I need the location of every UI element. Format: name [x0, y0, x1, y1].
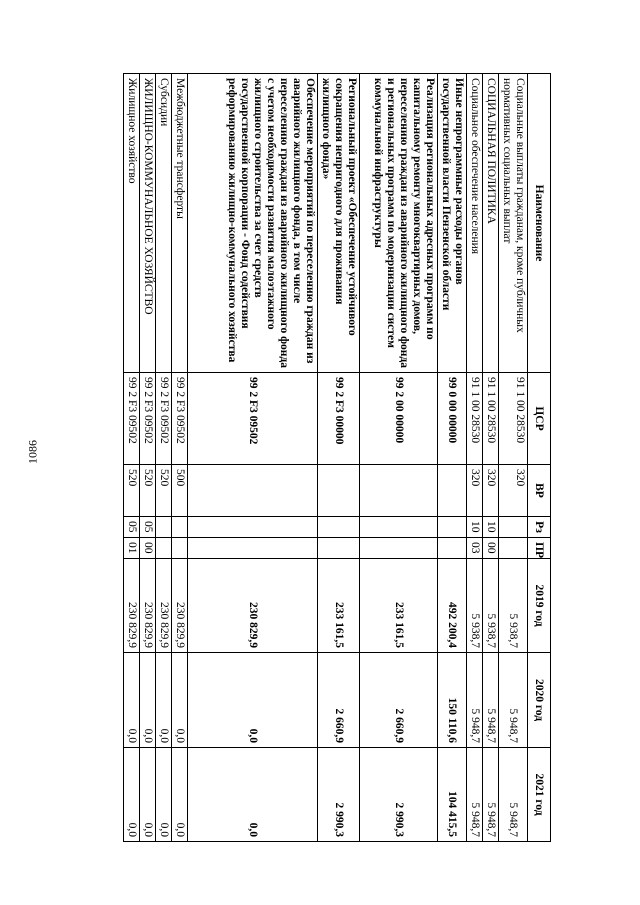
cell-2019: 230 829,9 [124, 559, 140, 653]
cell-vr: 320 [467, 465, 483, 517]
cell-2021: 0,0 [172, 748, 188, 842]
cell-2021: 0,0 [140, 748, 156, 842]
cell-csr: 99 2 F3 09502 [140, 373, 156, 465]
header-rz: Рз [528, 517, 551, 538]
cell-name: Субсидии [156, 74, 172, 373]
cell-rz: 05 [140, 517, 156, 538]
cell-2019: 5 938,7 [467, 559, 483, 653]
cell-2019: 492 200,4 [438, 559, 467, 653]
header-2019: 2019 год [528, 559, 551, 653]
cell-2020: 0,0 [156, 653, 172, 748]
table-row [172, 74, 188, 842]
cell-csr: 99 0 00 00000 [438, 373, 467, 465]
cell-2020: 5 948,7 [499, 653, 528, 748]
cell-2021: 0,0 [188, 748, 318, 842]
cell-2021: 5 948,7 [483, 748, 499, 842]
cell-rz [360, 517, 438, 538]
cell-name: СОЦИАЛЬНАЯ ПОЛИТИКА [483, 74, 499, 373]
header-name: Наименование [528, 74, 551, 373]
cell-2019: 230 829,9 [140, 559, 156, 653]
cell-vr: 320 [483, 465, 499, 517]
cell-csr: 99 2 F3 09502 [156, 373, 172, 465]
cell-2019: 5 938,7 [483, 559, 499, 653]
cell-rz [156, 517, 172, 538]
cell-vr: 520 [140, 465, 156, 517]
cell-pr [188, 538, 318, 559]
cell-csr: 91 1 00 28530 [483, 373, 499, 465]
cell-name: Межбюджетные трансферты [172, 74, 188, 373]
cell-2021: 0,0 [124, 748, 140, 842]
page-number: 1086 [25, 440, 40, 464]
table-header-row [528, 74, 551, 842]
cell-csr: 91 1 00 28530 [467, 373, 483, 465]
cell-pr [156, 538, 172, 559]
cell-2020: 0,0 [124, 653, 140, 748]
cell-2020: 0,0 [172, 653, 188, 748]
cell-name: Жилищное хозяйство [124, 74, 140, 373]
cell-2020: 2 660,9 [318, 653, 360, 748]
cell-2020: 0,0 [188, 653, 318, 748]
table-row [124, 74, 140, 842]
cell-2021: 5 948,7 [499, 748, 528, 842]
cell-name: Региональный проект «Обеспечение устойчивого сокращения непригодного для проживания жилищного фонда» [318, 74, 360, 373]
cell-2021: 0,0 [156, 748, 172, 842]
header-vr: ВР [528, 465, 551, 517]
cell-rz: 10 [467, 517, 483, 538]
cell-2021: 104 415,5 [438, 748, 467, 842]
cell-2019: 230 829,9 [156, 559, 172, 653]
budget-table-container [86, 73, 551, 841]
cell-csr: 99 2 F3 09502 [124, 373, 140, 465]
cell-pr: 00 [140, 538, 156, 559]
cell-pr [499, 538, 528, 559]
cell-name: Обеспечение мероприятий по переселению граждан из аварийного жилищного фонда, в том числе переселению граждан из аварийного жилищного фонда с учетом необходимости развития малоэтажного жилищного строительства за счет средств государственной корпорации - Фонд содействия реформированию жилищно-коммунального хозяйства [188, 74, 318, 373]
cell-csr: 99 2 F3 09502 [188, 373, 318, 465]
cell-rz [438, 517, 467, 538]
cell-name: Социальное обеспечение населения [467, 74, 483, 373]
cell-csr: 99 2 F3 00000 [318, 373, 360, 465]
cell-csr: 91 1 00 28530 [499, 373, 528, 465]
cell-name: Реализация региональных адресных программ по капитальному ремонту многоквартирных домов, переселению граждан из аварийного жилищного фонда и региональных программ по модернизации систем коммунальной инфраструктуры [360, 74, 438, 373]
cell-2019: 233 161,5 [360, 559, 438, 653]
cell-vr: 500 [172, 465, 188, 517]
cell-2019: 233 161,5 [318, 559, 360, 653]
cell-vr: 320 [499, 465, 528, 517]
cell-2020: 0,0 [140, 653, 156, 748]
cell-pr [438, 538, 467, 559]
cell-2020: 2 660,9 [360, 653, 438, 748]
cell-rz [318, 517, 360, 538]
cell-rz [499, 517, 528, 538]
table-row [499, 74, 528, 842]
cell-rz: 05 [124, 517, 140, 538]
header-2020: 2020 год [528, 653, 551, 748]
cell-name: Социальные выплаты гражданам, кроме публичных нормативных социальных выплат [499, 74, 528, 373]
cell-rz [188, 517, 318, 538]
header-pr: ПР [528, 538, 551, 559]
header-csr: ЦСР [528, 373, 551, 465]
cell-2020: 5 948,7 [483, 653, 499, 748]
cell-rz [172, 517, 188, 538]
cell-2019: 230 829,9 [172, 559, 188, 653]
cell-pr: 01 [124, 538, 140, 559]
cell-pr [360, 538, 438, 559]
cell-2019: 5 938,7 [499, 559, 528, 653]
table-row [467, 74, 483, 842]
cell-vr: 520 [156, 465, 172, 517]
cell-2020: 150 110,6 [438, 653, 467, 748]
table-row [188, 74, 318, 842]
cell-csr: 99 2 00 00000 [360, 373, 438, 465]
cell-2019: 230 829,9 [188, 559, 318, 653]
cell-2021: 2 990,3 [318, 748, 360, 842]
table-row [156, 74, 172, 842]
table-row [140, 74, 156, 842]
cell-2021: 2 990,3 [360, 748, 438, 842]
cell-name: Иные непрограммные расходы органов государственной власти Пензенской области [438, 74, 467, 373]
table-row [483, 74, 499, 842]
cell-pr [172, 538, 188, 559]
table-row [360, 74, 438, 842]
cell-pr: 00 [483, 538, 499, 559]
header-2021: 2021 год [528, 748, 551, 842]
cell-2020: 5 948,7 [467, 653, 483, 748]
cell-vr: 520 [124, 465, 140, 517]
cell-pr: 03 [467, 538, 483, 559]
cell-vr [438, 465, 467, 517]
budget-table [123, 73, 551, 842]
cell-name: ЖИЛИЩНО-КОММУНАЛЬНОЕ ХОЗЯЙСТВО [140, 74, 156, 373]
cell-vr [318, 465, 360, 517]
cell-vr [188, 465, 318, 517]
cell-vr [360, 465, 438, 517]
table-row [438, 74, 467, 842]
cell-pr [318, 538, 360, 559]
table-row [318, 74, 360, 842]
cell-csr: 99 2 F3 09502 [172, 373, 188, 465]
cell-2021: 5 948,7 [467, 748, 483, 842]
cell-rz: 10 [483, 517, 499, 538]
